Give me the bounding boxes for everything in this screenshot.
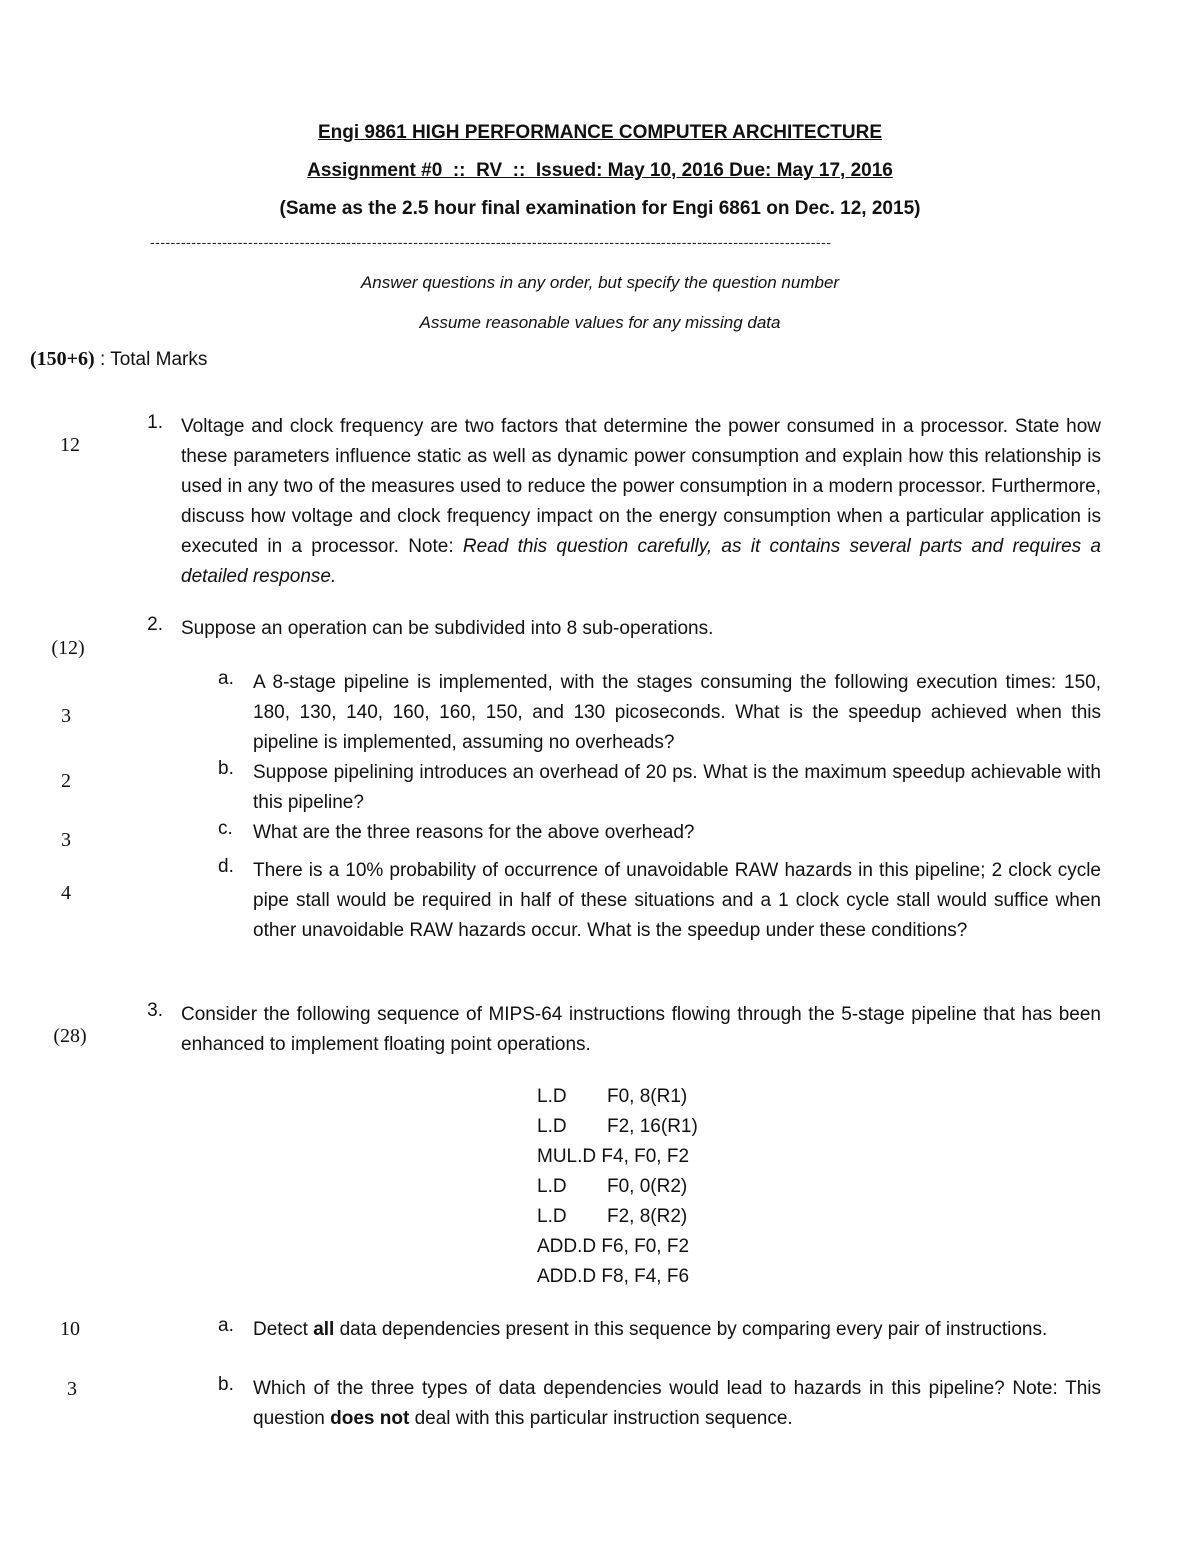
code-line: L.D F2, 16(R1): [537, 1116, 698, 1137]
instruction-order: Answer questions in any order, but specify the question number: [360, 273, 840, 292]
q2b-label: b.: [218, 758, 234, 779]
code-line: L.D F2, 8(R2): [537, 1206, 688, 1227]
code-line: ADD.D F8, F4, F6: [537, 1266, 690, 1287]
total-marks-label: : Total Marks: [94, 349, 208, 370]
document-title: Engi 9861 HIGH PERFORMANCE COMPUTER ARCHITECTURE: [317, 122, 883, 143]
q2d-label: d.: [218, 856, 234, 877]
q2b-text: Suppose pipelining introduces an overhead of 20 ps. What is the maximum speedup achievable with this pipeline?: [253, 762, 1101, 813]
q2a-text: A 8-stage pipeline is implemented, with the stages consuming the following execution times: 150, 180, 130, 140, 160, 160, 150, and 130 picoseconds. What is the speedup achieved when this pipeline is implemented, assuming no overheads?: [253, 672, 1101, 753]
q2b-marks: 2: [61, 770, 71, 792]
q2a-marks: 3: [61, 705, 71, 727]
q2a-label: a.: [218, 668, 234, 689]
q3a-marks: 10: [60, 1318, 80, 1340]
code-line: MUL.D F4, F0, F2: [537, 1146, 690, 1167]
q1-number: 1.: [147, 412, 163, 433]
code-line: ADD.D F6, F0, F2: [537, 1236, 690, 1257]
code-line: L.D F0, 0(R2): [537, 1176, 688, 1197]
total-marks-value: (150+6): [30, 348, 95, 370]
mips-code-block: [537, 1082, 698, 1292]
assignment-line: Assignment #0 :: RV :: Issued: May 10, 2016 Due: May 17, 2016: [307, 160, 893, 181]
divider: ------------------------------------------------------------------------------------------------------------------------------------: [150, 234, 832, 250]
q3a-label: a.: [218, 1315, 234, 1336]
total-marks: [30, 348, 207, 371]
q3a-text: Detect all data dependencies present in this sequence by comparing every pair of instructions.: [253, 1319, 1048, 1340]
code-line: L.D F0, 8(R1): [537, 1086, 688, 1107]
q2-text: Suppose an operation can be subdivided into 8 sub-operations.: [181, 618, 714, 639]
q3b-text: Which of the three types of data dependencies would lead to hazards in this pipeline? Note: This question does not deal with this particular instruction sequence.: [253, 1378, 1101, 1429]
q2c-text: What are the three reasons for the above overhead?: [253, 822, 695, 843]
q3b-label: b.: [218, 1374, 234, 1395]
q2d-marks: 4: [61, 882, 71, 904]
q2d-text: There is a 10% probability of occurrence of unavoidable RAW hazards in this pipeline; 2 clock cycle pipe stall would be required in half of these situations and a 1 clock cycle stall would suffice when other unavoidable RAW hazards occur. What is the speedup under these conditions?: [253, 860, 1101, 941]
exam-note: (Same as the 2.5 hour final examination for Engi 6861 on Dec. 12, 2015): [279, 198, 921, 219]
q1-italic-note: Read this question carefully, as it contains several parts and requires a detailed response.: [181, 536, 1101, 587]
instruction-missing-data: Assume reasonable values for any missing data: [419, 313, 781, 332]
q2c-marks: 3: [61, 829, 71, 851]
q3-number: 3.: [147, 1000, 163, 1021]
q3-text: Consider the following sequence of MIPS-64 instructions flowing through the 5-stage pipeline that has been enhanced to implement floating point operations.: [181, 1004, 1101, 1055]
q2-number: 2.: [147, 614, 163, 635]
q3-marks: (28): [53, 1025, 87, 1047]
q1-marks: 12: [60, 434, 80, 456]
q2-marks: (12): [51, 637, 85, 659]
q2c-label: c.: [218, 818, 233, 839]
q1-text: Voltage and clock frequency are two factors that determine the power consumed in a processor. State how these parameters influence static as well as dynamic power consumption and explain how this relationship is used in any two of the measures used to reduce the power consumption in a modern processor. Furthermore, discuss how voltage and clock frequency impact on the energy consumption when a particular application is executed in a processor. Note: Read this question carefully, as it contains several parts and requires a detailed response.: [181, 416, 1101, 587]
q3b-marks: 3: [67, 1378, 77, 1400]
